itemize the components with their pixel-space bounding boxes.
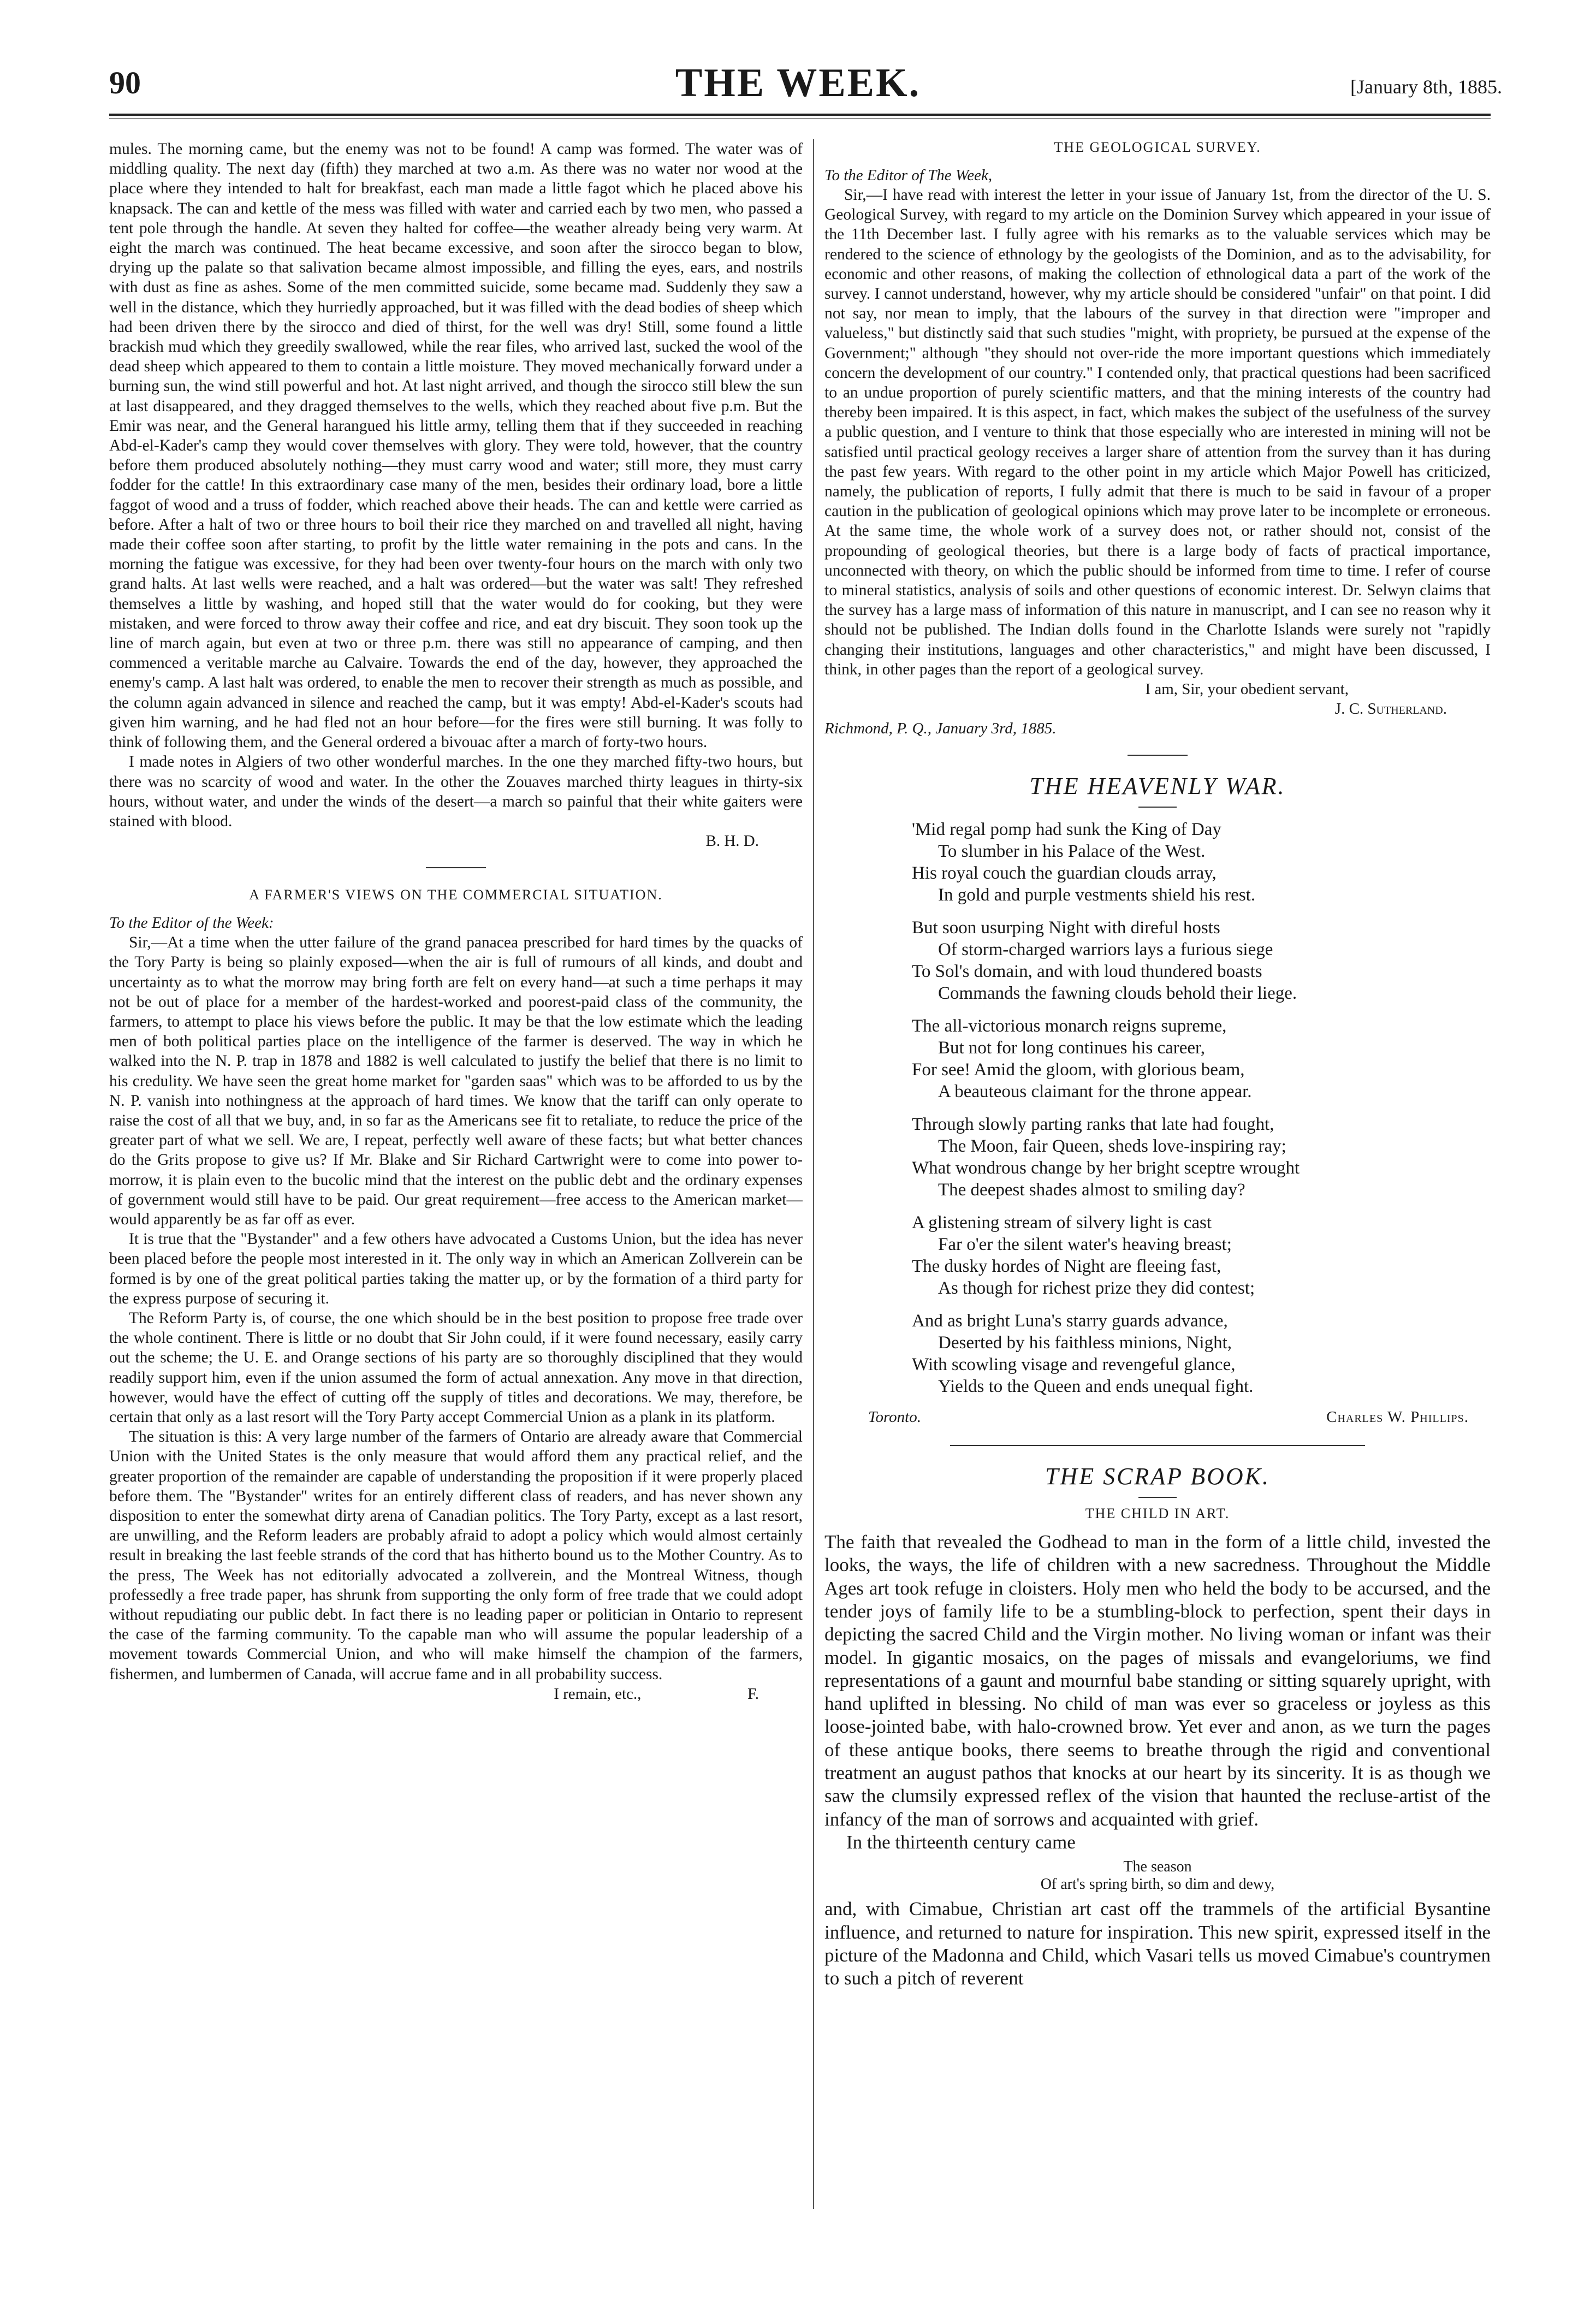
letter-close: I remain, etc.,: [554, 1685, 642, 1703]
poem-line: A glistening stream of silvery light is cast: [912, 1213, 1212, 1233]
letter-heading: A FARMER'S VIEWS ON THE COMMERCIAL SITUATION.: [249, 887, 663, 903]
article-paragraph: I made notes in Algiers of two other wonderful marches. In the one they marched fifty-two hours, but there was no scarcity of wood and water. In the other the Zouaves marched thirty leagues in thirty-six hours, without water, and under the winds of the desert—a march so painful that their white gaiters were stained with blood.: [109, 753, 803, 830]
poem: [824, 772, 1491, 1426]
poem-line: To slumber in his Palace of the West.: [938, 842, 1206, 862]
poem-line: And as bright Luna's starry guards advance,: [912, 1311, 1228, 1331]
poem-line: Of storm-charged warriors lays a furious siege: [938, 940, 1273, 960]
poem-line: The Moon, fair Queen, sheds love-inspiring ray;: [938, 1136, 1286, 1157]
article-signature: B. H. D.: [705, 832, 759, 850]
article-paragraph: and, with Cimabue, Christian art cast off the trammels of the artificial Bysantine influence, and returned to nature for inspiration. This new spirit, expressed itself in the picture of the Madonna and Child, which Vasari tells us moved Cimabue's countrymen to such a pitch of reverent: [824, 1898, 1491, 1989]
article-paragraph: mules. The morning came, but the enemy was not to be found! A camp was formed. The water was of middling quality. The next day (fifth) they marched at two a.m. As there was no water nor wood at the place where they intended to halt for breakfast, each man made a little fagot which he placed above his knapsack. The can and kettle of the mess was filled with water and carried each by two men, who passed a tent pole through the handle. At seven they halted for coffee—the weather already being very warm. At eight the march was continued. The heat became excessive, and soon after the sirocco began to blow, drying up the palate so that salivation became almost impossible, and filling the eyes, ears, and nostrils with dust as fine as ashes. Some of the men committed suicide, some became mad. Suddenly they saw a well in the distance, which they hurriedly approached, but it was filled with the dead bodies of sheep which had been driven there by the sirocco and died of thirst, for the well was dry! Still, some found a little brackish mud which they greedily swallowed, while the rear files, who arrived last, sucked the wool of the dead sheep which appeared to them to contain a little moisture. They moved mechanically forward under a burning sun, the wind still powerful and hot. At last night arrived, and though the sirocco still blew the sun at last disappeared, and they dragged themselves to the wells, which they reached about five p.m. But the Emir was near, and the General harangued his little army, telling them that if they succeeded in reaching Abd-el-Kader's camp they would cover themselves with glory. They were told, however, that the country before them produced absolutely nothing—they must carry wood and water; still more, they must carry fodder for the cattle! In this extraordinary case many of the men, besides their ordinary load, bore a little faggot of wood and a truss of fodder, which reached above their heads. The can and kettle were carried as before. After a halt of two or three hours to boil their rice they marched on and travelled all night, having made their coffee soon after starting, to profit by the little water remaining in the pots and cans. In the morning the fatigue was excessive, for they had been over twenty-four hours on the march with only two grand halts. At last wells were reached, and a halt was ordered—but the water was salt! They refreshed themselves a little by washing, and hoped still that the water would do for cooking, but they were mistaken, and were forced to throw away their coffee and rice, and eat dry biscuit. They soon took up the line of march again, but even at two or three p.m. there was still no appearance of camping, and then commenced a veritable marche au Calvaire. Towards the end of the day, however, they approached the enemy's camp. A last halt was ordered, to enable the men to recover their strength as much as possible, and the column again advanced in silence and reached the camp, but it was empty! Abd-el-Kader's scouts had given him warning, and he had fled not an hour before—for the fires were still burning. It was folly to think of following them, and the General ordered a bivouac after a march of forty-two hours.: [109, 140, 803, 751]
issue-date: [January 8th, 1885.: [1350, 76, 1502, 98]
letter-author: J. C. Sutherland.: [1334, 700, 1447, 718]
letter-paragraph: It is true that the "Bystander" and a few others have advocated a Customs Union, but the idea has never been placed before the people most interested in it. The only way in which an American Zollverein can be formed is by one of the great political parties taking the matter up, or by the formation of a third party for the express purpose of securing it.: [109, 1230, 803, 1307]
poem-line: In gold and purple vestments shield his rest.: [938, 885, 1256, 905]
poem-stanza: [912, 1015, 1491, 1103]
poem-author: Charles W. Phillips.: [1326, 1408, 1469, 1426]
right-column: [824, 139, 1491, 2208]
poem-stanza: [912, 1310, 1491, 1397]
letter-dateline: Richmond, P. Q., January 3rd, 1885.: [824, 720, 1057, 738]
poem-line: The dusky hordes of Night are fleeing fast,: [912, 1257, 1221, 1277]
poem-line: Yields to the Queen and ends unequal fight.: [938, 1377, 1254, 1397]
poem-line: His royal couch the guardian clouds array,: [912, 863, 1217, 884]
header-rule: [109, 114, 1491, 116]
title-rule: [1138, 807, 1177, 808]
survey-letter: [824, 139, 1491, 738]
poem-line: For see! Amid the gloom, with glorious beam,: [912, 1060, 1245, 1080]
title-rule: [1138, 1497, 1177, 1498]
poem-line: But not for long continues his career,: [938, 1038, 1205, 1058]
letter-closing: [109, 1684, 803, 1704]
left-column: [109, 139, 803, 2208]
poem-body: [912, 819, 1491, 1397]
scrap-book: [824, 1462, 1491, 1990]
quote-line: The season: [1123, 1858, 1192, 1876]
page-number: 90: [109, 65, 141, 100]
letter-paragraph: The Reform Party is, of course, the one which should be in the best position to propose free trade over the whole continent. There is little or no doubt that Sir John could, if it were found necessary, easily carry out the scheme; the U. E. and Orange sections of his party are so thoroughly disciplined that they would readily support him, even if the union assumed the form of actual annexation. Any move in that direction, however, would have the effect of cutting off the supply of titles and decorations. We may, therefore, be certain that only as a last resort will the Tory Party accept Commercial Union as a plank in its platform.: [109, 1309, 803, 1426]
poem-line: What wondrous change by her bright sceptre wrought: [912, 1158, 1300, 1178]
poem-stanza: [912, 1113, 1491, 1201]
section-rule: [1128, 755, 1188, 756]
section-title: THE SCRAP BOOK.: [1045, 1463, 1271, 1490]
article-paragraph: In the thirteenth century came: [846, 1831, 1076, 1853]
letter-close: I am, Sir, your obedient servant,: [1145, 680, 1349, 698]
letter-initial: F.: [747, 1685, 759, 1703]
letter-heading: THE GEOLOGICAL SURVEY.: [1054, 139, 1261, 155]
quotation: [824, 1858, 1491, 1893]
section-rule: [426, 867, 486, 868]
march-article: [109, 139, 803, 851]
poem-line: The all-victorious monarch reigns supreme,: [912, 1016, 1227, 1036]
poem-place: Toronto.: [868, 1408, 921, 1426]
letter-salutation: To the Editor of the Week:: [109, 914, 274, 932]
poem-stanza: [912, 819, 1491, 906]
article-heading: THE CHILD IN ART.: [1085, 1506, 1230, 1522]
masthead-title: THE WEEK.: [675, 61, 921, 105]
poem-signature: [868, 1408, 1469, 1426]
column-divider: [813, 139, 814, 2209]
poem-line: Commands the fawning clouds behold their liege.: [938, 983, 1297, 1004]
letter-paragraph: Sir,—At a time when the utter failure of the grand panacea prescribed for hard times by the quacks of the Tory Party is being so plainly exposed—when the air is full of rumours of all kinds, and doubt and uncertainty as to what the morrow may bring forth are felt on every hand—at such a time perhaps it may not be out of place for a member of the hardest-worked and poorest-paid class of the community, the farmers, to attempt to place his views before the public. It may be that the low estimate which the leading men of both political parties place on the intelligence of the farmer is deserved. The way in which he walked into the N. P. trap in 1878 and 1882 is well calculated to justify the belief that there is no limit to his credulity. We have seen the great home market for "garden saas" which was to be afforded to us by the N. P. vanish into nothingness at the approach of hard times. We know that the tariff can only operate to raise the cost of all that we buy, and, in so far as the Americans see fit to retaliate, to reduce the price of the greater part of what we sell. We are, I repeat, perfectly well aware of these facts; but what better chances do the Grits propose to give us? If Mr. Blake and Sir Richard Cartwright were to come into power to-morrow, it is plain even to the bucolic mind that the interest on the public debt and the ordinary expenses of government would still have to be paid. Our great requirement—free access to the American market—would apparently be as far off as ever.: [109, 934, 803, 1228]
farmer-letter: [109, 887, 803, 1704]
quote-line: Of art's spring birth, so dim and dewy,: [1040, 1876, 1275, 1893]
section-rule: [950, 1445, 1365, 1446]
poem-line: 'Mid regal pomp had sunk the King of Day: [912, 820, 1221, 840]
letter-salutation: To the Editor of The Week,: [824, 167, 993, 184]
poem-line: Deserted by his faithless minions, Night,: [938, 1333, 1232, 1353]
poem-line: The deepest shades almost to smiling day?: [938, 1180, 1245, 1200]
poem-stanza: [912, 1212, 1491, 1299]
poem-line: To Sol's domain, and with loud thundered boasts: [912, 962, 1262, 982]
poem-line: As though for richest prize they did contest;: [938, 1278, 1255, 1299]
letter-paragraph: The situation is this: A very large number of the farmers of Ontario are already aware that Commercial Union with the United States is the only measure that would afford them any practical relief, and the greater proportion of the remainder are capable of understanding the proposition if it were properly placed before them. The "Bystander" writes for an entirely different class of readers, and has never shown any disposition to enter the somewhat dirty arena of Canadian politics. The Tory Party, except as a last resort, are unwilling, and the Reform leaders are probably afraid to adopt a policy which would almost certainly result in breaking the last feeble strands of the cord that has hitherto bound us to the Mother Country. As to the press, The Week has not editorially advocated a zollverein, and the Montreal Witness, though professedly a free trade paper, has shrunk from supporting the only form of free trade that we could adopt without repudiating our public debt. In fact there is no leading paper or politician in Ontario to represent the case of the farming community. To the capable man who will assume the popular leadership of a movement towards Commercial Union, and who will make himself the champion of the farmers, fishermen, and lumbermen of Canada, will accrue fame and in all probability success.: [109, 1428, 803, 1683]
poem-line: Far o'er the silent water's heaving breast;: [938, 1235, 1232, 1255]
article-paragraph: The faith that revealed the Godhead to man in the form of a little child, invested the looks, the ways, the life of children with a new sacredness. Throughout the Middle Ages art took refuge in cloisters. Holy men who held the body to be accursed, and the tender joys of family life to be a stumbling-block to perfection, spent their days in depicting the sacred Child and the Virgin mother. No living woman or infant was their model. In gigantic mosaics, on the pages of missals and evangeloriums, we find representations of a gaunt and mournful babe standing or sitting squarely upright, with hand uplifted in blessing. No child of man was ever so graceless or joyless as this loose-jointed babe, with halo-crowned brow. Yet ever and anon, as we turn the pages of these antique books, there seems to breathe through the rigid and conventional treatment an august pathos that knocks at our heart by its sincerity. It is as though we saw the clumsily expressed reflex of the vision that haunted the recluse-artist of the infancy of the man of sorrows and acquainted with grief.: [824, 1531, 1491, 1830]
poem-line: With scowling visage and revengeful glance,: [912, 1355, 1236, 1375]
letter-paragraph: Sir,—I have read with interest the letter in your issue of January 1st, from the director of the U. S. Geological Survey, with regard to my article on the Dominion Survey which appeared in your issue of the 11th December last. I fully agree with his remarks as to the valuable services which may be rendered to the science of ethnology by the geologists of the Dominion, and as to the advisability, for economic and other reasons, of making the collection of ethnological data a part of the work of the survey. I cannot understand, however, why my article should be considered "unfair" on that point. I did not say, nor mean to imply, that the labours of the survey in that direction were "improper and valueless," but distinctly said that such studies "might, with propriety, be pursued at the expense of the Government;" although "they should not over-ride the more important questions which immediately concern the development of our country." I contended only, that practical questions had been sacrificed to an undue proportion of purely scientific matters, and that the mining interests of the country had thereby been impaired. It is this aspect, in fact, which makes the subject of the usefulness of the survey a public question, and I venture to think that those especially who are interested in mining will not be satisfied until practical geology receives a larger share of attention from the survey than it has during the past few years. With regard to the other point in my article which Major Powell has criticized, namely, the publication of reports, I fully admit that there is much to be said in favour of a proper caution in the publication of geological opinions which may prove later to be incomplete or erroneous. At the same time, the whole work of a survey does not, or rather should not, consist of the propounding of geological theories, but there is a large body of facts of practical importance, unconnected with theory, on which the public should be informed from time to time. I refer of course to mineral statistics, analysis of soils and other questions of economic interest. Dr. Selwyn claims that the survey has a large mass of information of this nature in manuscript, and I can see no reason why it should not be published. The Indian dolls found in the Charlotte Islands were surely not "rapidly changing their institutions, languages and other characteristics," and might have been discussed, I think, in other pages than the report of a geological survey.: [824, 186, 1491, 678]
poem-line: A beauteous claimant for the throne appear.: [938, 1082, 1252, 1102]
poem-line: Through slowly parting ranks that late had fought,: [912, 1115, 1274, 1135]
poem-title: THE HEAVENLY WAR.: [1029, 773, 1286, 800]
poem-line: But soon usurping Night with direful hosts: [912, 918, 1220, 938]
poem-stanza: [912, 917, 1491, 1004]
